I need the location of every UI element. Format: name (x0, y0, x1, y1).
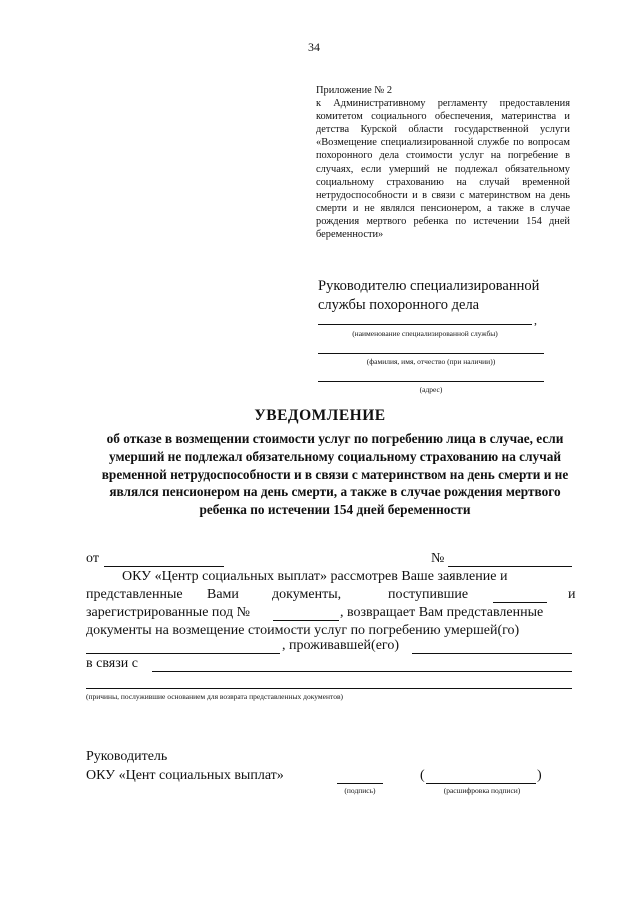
paragraph-line-2a: представленные (86, 587, 183, 602)
signature-caption: (подпись) (344, 786, 376, 795)
signature-title-line-2: ОКУ «Цент социальных выплат» (86, 768, 284, 783)
paragraph-line-2c: документы, (272, 587, 342, 602)
reason-field[interactable] (152, 671, 572, 672)
signature-decode-field[interactable] (426, 783, 536, 784)
recipient-name-field[interactable] (318, 353, 544, 354)
paragraph-line-4: документы на возмещение стоимости услуг по погребению умершей(го) (86, 623, 520, 638)
notice-subtitle: об отказе в возмещении стоимости услуг по погребению лица в случае, если умерший не подлежал обязательному социальному страхованию на случай временной нетрудоспособности и в связи с материнством на день смерти и не являлся пенсионером на день смерти, а также в случае рождения мертвого ребенка по истечении 154 дней беременности (101, 431, 569, 518)
reason-label: в связи с (86, 656, 138, 671)
appendix-heading: Приложение № 2 (316, 85, 393, 96)
received-date-field[interactable] (493, 602, 547, 603)
appendix-text: к Административному регламенту предоставления комитетом социального обеспечения, материнства и детства Курской области государственной услуги «Возмещение специализированной службе по вопросам похоронного дела стоимости услуг на погребение в случаях, если умерший не подлежал обязательному социальному страхованию на случай временной нетрудоспособности и в связи с материнством на день смерти и не являлся пенсионером, а также в случае рождения мертвого ребенка по истечении 154 дней беременности» (316, 98, 570, 241)
from-label: от (86, 551, 99, 566)
recipient-address-field[interactable] (318, 381, 544, 382)
reason-caption: (причины, послужившие основанием для возврата представленных документов) (86, 692, 343, 701)
recipient-service-caption: (наименование специализированной службы) (352, 329, 498, 338)
paragraph-line-2d: поступившие (388, 587, 469, 602)
reason-field-2[interactable] (86, 688, 572, 689)
recipient-service-field[interactable] (318, 324, 532, 325)
signature-decode-caption: (расшифровка подписи) (443, 786, 521, 795)
date-field[interactable] (104, 566, 224, 567)
paragraph-line-3a: зарегистрированные под № (86, 605, 251, 620)
paragraph-line-3b: , возвращает Вам представленные (340, 605, 544, 620)
paren-open: ( (420, 768, 425, 783)
recipient-field-comma: , (534, 313, 537, 327)
number-label: № (431, 551, 445, 566)
paren-close: ) (537, 768, 542, 783)
paragraph-line-1: ОКУ «Центр социальных выплат» рассмотрев Ваше заявление и (122, 569, 508, 584)
paragraph-line-2b: Вами (207, 587, 239, 602)
recipient-text: Руководителю специализированной службы похоронного дела (318, 278, 540, 313)
number-field[interactable] (448, 566, 572, 567)
registration-number-field[interactable] (273, 620, 339, 621)
signature-field[interactable] (337, 783, 383, 784)
paragraph-line-5: , проживавшей(его) (282, 638, 399, 653)
recipient-address-caption: (адрес) (419, 385, 443, 394)
recipient-name-caption: (фамилия, имя, отчество (при наличии)) (366, 357, 496, 366)
appendix-block (316, 84, 570, 241)
residence-field[interactable] (412, 653, 572, 654)
page-number: 34 (308, 40, 320, 54)
signature-title-line-1: Руководитель (86, 749, 168, 764)
notice-title: УВЕДОМЛЕНИЕ (254, 407, 386, 424)
paragraph-line-2e: и (568, 587, 576, 602)
deceased-name-field[interactable] (86, 653, 280, 654)
